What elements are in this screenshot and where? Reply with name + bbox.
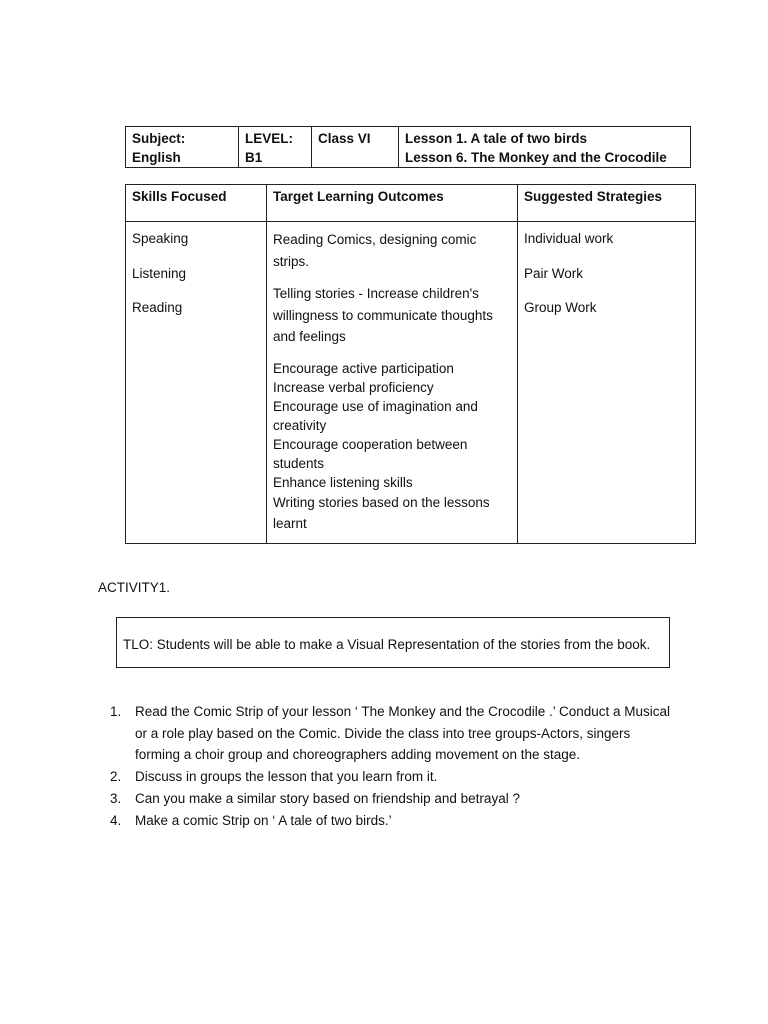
- outcome-list: [273, 359, 511, 492]
- lesson-line-1: Lesson 1. A tale of two birds: [405, 131, 588, 146]
- outcome-list-item: Increase verbal proficiency: [273, 379, 434, 395]
- strategy-item: Pair Work: [524, 265, 584, 281]
- instruction-text: Discuss in groups the lesson that you learn from it.: [135, 769, 438, 785]
- instruction-number: 4.: [110, 812, 122, 828]
- lessons-cell: [399, 127, 691, 168]
- activity-title: ACTIVITY1.: [98, 580, 171, 595]
- skill-item: Reading: [132, 300, 183, 315]
- instruction-item: [110, 701, 670, 766]
- strategies-header: Suggested Strategies: [518, 185, 696, 222]
- lesson-header-table: [125, 126, 691, 168]
- instruction-text: Make a comic Strip on ‘ A tale of two birds.’: [135, 812, 392, 828]
- tlo-text: TLO: Students will be able to make a Visual Representation of the stories from the book.: [123, 637, 651, 652]
- outcome-list-item: Encourage use of imagination and creativity: [273, 398, 478, 433]
- instructions-list: [110, 701, 670, 831]
- outcome-list-item: Encourage cooperation between students: [273, 436, 468, 471]
- tlo-box: [116, 617, 670, 668]
- level-cell: [239, 127, 312, 168]
- outcome-list-item: Enhance listening skills: [273, 474, 413, 490]
- outcome-list-item: Writing stories based on the lessons learnt: [273, 494, 490, 531]
- level-label: LEVEL: B1: [245, 131, 294, 165]
- instruction-text: Read the Comic Strip of your lesson ‘ The Monkey and the Crocodile .’ Conduct a Musical or a role play based on the Comic. Divide the class into tree groups-Actors, singers forming a choir group and choreographers adding movement on the stage.: [135, 704, 671, 763]
- class-label: Class VI: [318, 131, 371, 146]
- class-cell: [312, 127, 399, 168]
- subject-cell: [126, 127, 239, 168]
- skills-header: Skills Focused: [126, 185, 267, 222]
- instruction-item: [110, 788, 670, 810]
- instruction-number: 1.: [110, 704, 122, 719]
- strategies-cell: [518, 222, 696, 544]
- instruction-number: 2.: [110, 769, 122, 785]
- instruction-item: [110, 766, 670, 788]
- instruction-number: 3.: [110, 790, 122, 806]
- subject-label: Subject: English: [132, 131, 186, 165]
- skills-cell: [126, 222, 267, 544]
- strategy-item: Group Work: [524, 300, 597, 315]
- skills-outcomes-table: [125, 184, 696, 544]
- outcomes-header: Target Learning Outcomes: [267, 185, 518, 222]
- outcome-list-item: Encourage active participation: [273, 360, 454, 376]
- outcome-block: Reading Comics, designing comic strips.: [273, 232, 477, 269]
- strategy-item: Individual work: [524, 231, 614, 246]
- instruction-text: Can you make a similar story based on friendship and betrayal ?: [135, 790, 520, 806]
- skill-item: Listening: [132, 265, 187, 281]
- lesson-line-2: Lesson 6. The Monkey and the Crocodile: [405, 150, 667, 165]
- instruction-item: [110, 810, 670, 832]
- skill-item: Speaking: [132, 231, 189, 246]
- outcome-block: Telling stories - Increase children's willingness to communicate thoughts and feelings: [273, 286, 493, 344]
- outcomes-cell: [267, 222, 518, 544]
